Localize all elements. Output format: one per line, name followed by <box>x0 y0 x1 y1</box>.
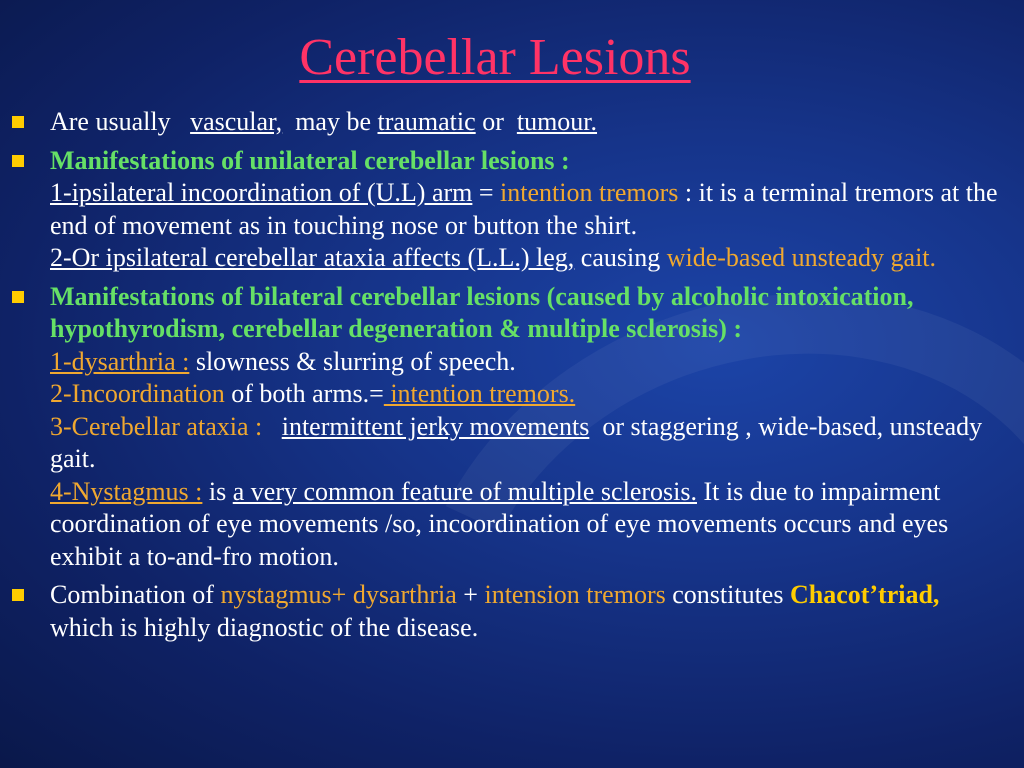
term-vascular: vascular, <box>190 107 283 136</box>
gait-term: wide-based unsteady gait. <box>666 243 937 272</box>
text: constitutes <box>672 580 784 609</box>
square-bullet-icon <box>12 155 24 167</box>
bullet-item-triad <box>0 579 1000 644</box>
multiple-sclerosis-feature: a very common feature of multiple sclerosis. <box>232 476 697 506</box>
text: = <box>478 178 494 207</box>
square-bullet-icon <box>12 116 24 128</box>
text: + <box>463 580 478 609</box>
incoordination-description: of both arms.= <box>231 379 384 408</box>
text: Combination of <box>50 580 214 609</box>
bullet-item-unilateral <box>0 145 1000 275</box>
bullet-item-causes <box>0 106 1000 139</box>
intension-tremors-term: intension tremors <box>484 580 666 609</box>
nystagmus-description: It is due to impairment coordination of eye movements /so, incoordination of eye movements occurs and eyes exhibit a to-and-fro motion. <box>50 476 949 571</box>
intention-tremors-term: intention tremors <box>500 178 679 207</box>
ataxia-description: or staggering , wide-based, unsteady gait. <box>50 411 983 473</box>
unilateral-heading: Manifestations of unilateral cerebellar lesions : <box>50 145 570 175</box>
term-traumatic: traumatic <box>377 107 476 136</box>
triad-description: which is highly diagnostic of the disease. <box>50 612 479 642</box>
text: or <box>482 107 504 136</box>
term-tumour: tumour. <box>516 107 598 136</box>
dysarthria-label: 1-dysarthria : <box>50 346 190 376</box>
text: may be <box>295 107 371 136</box>
square-bullet-icon <box>12 291 24 303</box>
triad-term: Chacot’triad, <box>789 580 940 609</box>
slide-title: Cerebellar Lesions <box>299 29 691 86</box>
nystagmus-label: 4-Nystagmus : <box>50 476 203 506</box>
jerky-movements-term: intermittent jerky movements <box>281 411 590 441</box>
text: Are usually <box>50 107 171 136</box>
text: causing <box>580 243 661 272</box>
dysarthria-term: dysarthria <box>352 580 457 609</box>
ataxia-label: 3-Cerebellar ataxia : <box>50 411 263 441</box>
ipsilateral-arm-text: 1-ipsilateral incoordination of (U.L) arm <box>50 178 473 207</box>
tremor-description: : it is a terminal tremors at the end of movement as in touching nose or button the shirt. <box>50 178 998 240</box>
bullet-list <box>0 106 1000 650</box>
incoordination-label: 2-Incoordination <box>50 379 225 408</box>
ipsilateral-leg-text: 2-Or ipsilateral cerebellar ataxia affects (L.L.) leg, <box>50 243 575 272</box>
text: is <box>208 476 227 506</box>
square-bullet-icon <box>12 589 24 601</box>
bullet-item-bilateral <box>0 281 1000 574</box>
nystagmus-term: nystagmus+ <box>220 580 347 609</box>
dysarthria-description: slowness & slurring of speech. <box>195 346 516 376</box>
intention-tremors-term: intention tremors. <box>383 379 576 408</box>
bilateral-heading: Manifestations of bilateral cerebellar lesions (caused by alcoholic intoxication, hypothyrodism, cerebellar degeneration & multiple sclerosis) : <box>50 281 914 343</box>
